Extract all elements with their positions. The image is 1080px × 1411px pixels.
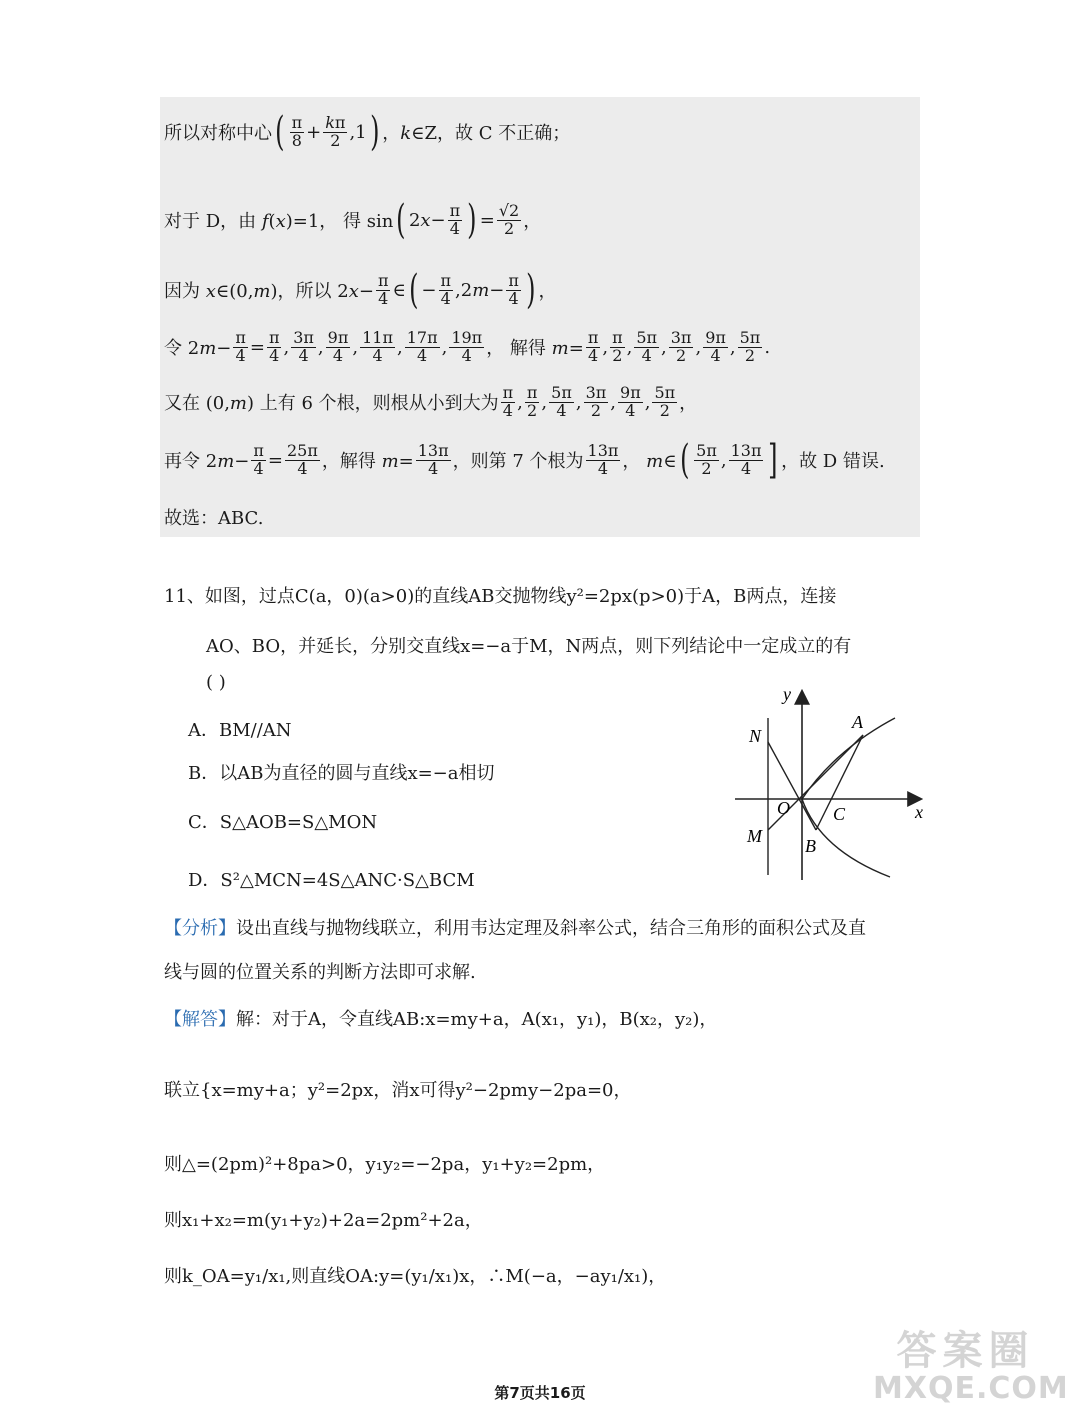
shaded-line-5: 又在 (0,m) 上有 6 个根，则根从小到大为 $\frac{\pi}{4}$ , $\frac{\pi}{2}$ , $\frac{5\pi}{4}$ , $\frac{3\pi}{2}$ , $\frac{9\pi}{4}$ , $\frac{5\pi}{2}$ ， [164, 383, 698, 420]
question-line-1: 11、如图，过点C(a，0)(a>0)的直线AB交抛物线y²=2px(p>0)于A，B两点，连接 [164, 586, 837, 607]
option-b: B．以AB为直径的圆与直线x=−a相切 [188, 763, 495, 784]
analysis-line-1: 【分析】设出直线与抛物线联立，利用韦达定理及斜率公式，结合三角形的面积公式及直 [164, 918, 866, 939]
watermark-logo: 答案圈 MXQE.COM [873, 1328, 1069, 1406]
label-x: x [915, 802, 923, 822]
label-b: B [805, 836, 816, 856]
solution-tag: 【解答】 [164, 1009, 236, 1030]
parabola-figure [725, 680, 940, 890]
label-y: y [783, 684, 791, 704]
shaded-line-4: 令 2m− $\frac{\pi}{4}$ = $\frac{\pi}{4}$ , $\frac{3\pi}{4}$ , $\frac{9\pi}{4}$ , $\frac{11\pi}{4}$ , $\frac{17\pi}{4}$ , $\frac{19\pi}{4}$ ， 解得 m= $\frac{\pi}{4}$ , $\frac{\pi}{2}$ , $\frac{5\pi}{4}$ , $\frac{3\pi}{2}$ , $\frac{9\pi}{4}$ , $\frac{5\pi}{2}$ . [164, 328, 771, 365]
solution-line-2: 联立{x=my+a；y²=2px，消x可得y²−2pmy−2pa=0， [164, 1080, 632, 1101]
question-line-2: AO、BO，并延长，分别交直线x=−a于M，N两点，则下列结论中一定成立的有 [206, 636, 852, 657]
question-answer-blank: ( ) [206, 672, 226, 693]
option-c: C．S△AOB=S△MON [188, 812, 378, 833]
shaded-line-3: 因为 x∈(0,m)，所以 2x− $\frac{\pi}{4}$ ∈ ( − $\frac{\pi}{4}$ ,2m− $\frac{\pi}{4}$ ) ， [164, 267, 557, 313]
label-o: O [777, 798, 790, 818]
analysis-tag: 【分析】 [164, 918, 236, 939]
shaded-line-2: 对于 D，由 f(x)=1， 得 sin ( 2x− $\frac{\pi}{4}$ ) = $\frac{√2}{2}$ ， [164, 197, 542, 243]
shaded-line-1: 所以对称中心 ( $\frac{\pi}{8}$ + $\frac{k\pi}{2}$ ,1 ) ，k∈Z，故 C 不正确； [164, 109, 571, 155]
label-n: N [749, 726, 762, 746]
shaded-line-6: 再令 2m− $\frac{\pi}{4}$ = $\frac{25\pi}{4}$ ，解得 m= $\frac{13\pi}{4}$ ，则第 7 个根为 $\frac{13\pi}{4}$ ， m∈ ( $\frac{5\pi}{2}$ , $\frac{13\pi}{4}$ ] ，故 D 错误. [164, 437, 885, 483]
solution-line-1: 【解答】解：对于A，令直线AB:x=my+a，A(x₁，y₁)，B(x₂，y₂)， [164, 1009, 718, 1030]
label-c: C [833, 804, 846, 824]
shaded-line-7: 故选：ABC. [164, 508, 264, 529]
solution-line-4: 则x₁+x₂=m(y₁+y₂)+2a=2pm²+2a， [164, 1210, 483, 1231]
line-bon [768, 742, 816, 830]
option-a: A．BM//AN [188, 720, 292, 741]
solution-line-5: 则k_OA=y₁/x₁,则直线OA:y=(y₁/x₁)x，∴M(−a，−ay₁/x₁)， [164, 1266, 667, 1287]
option-d: D．S²△MCN=4S△ANC·S△BCM [188, 870, 475, 891]
label-m: M [747, 826, 762, 846]
solution-line-3: 则△=(2pm)²+8pa>0，y₁y₂=−2pa，y₁+y₂=2pm， [164, 1154, 606, 1175]
analysis-line-2: 线与圆的位置关系的判断方法即可求解. [164, 962, 476, 983]
page-footer: 第7页共16页 [494, 1384, 586, 1402]
label-a: A [852, 712, 863, 732]
